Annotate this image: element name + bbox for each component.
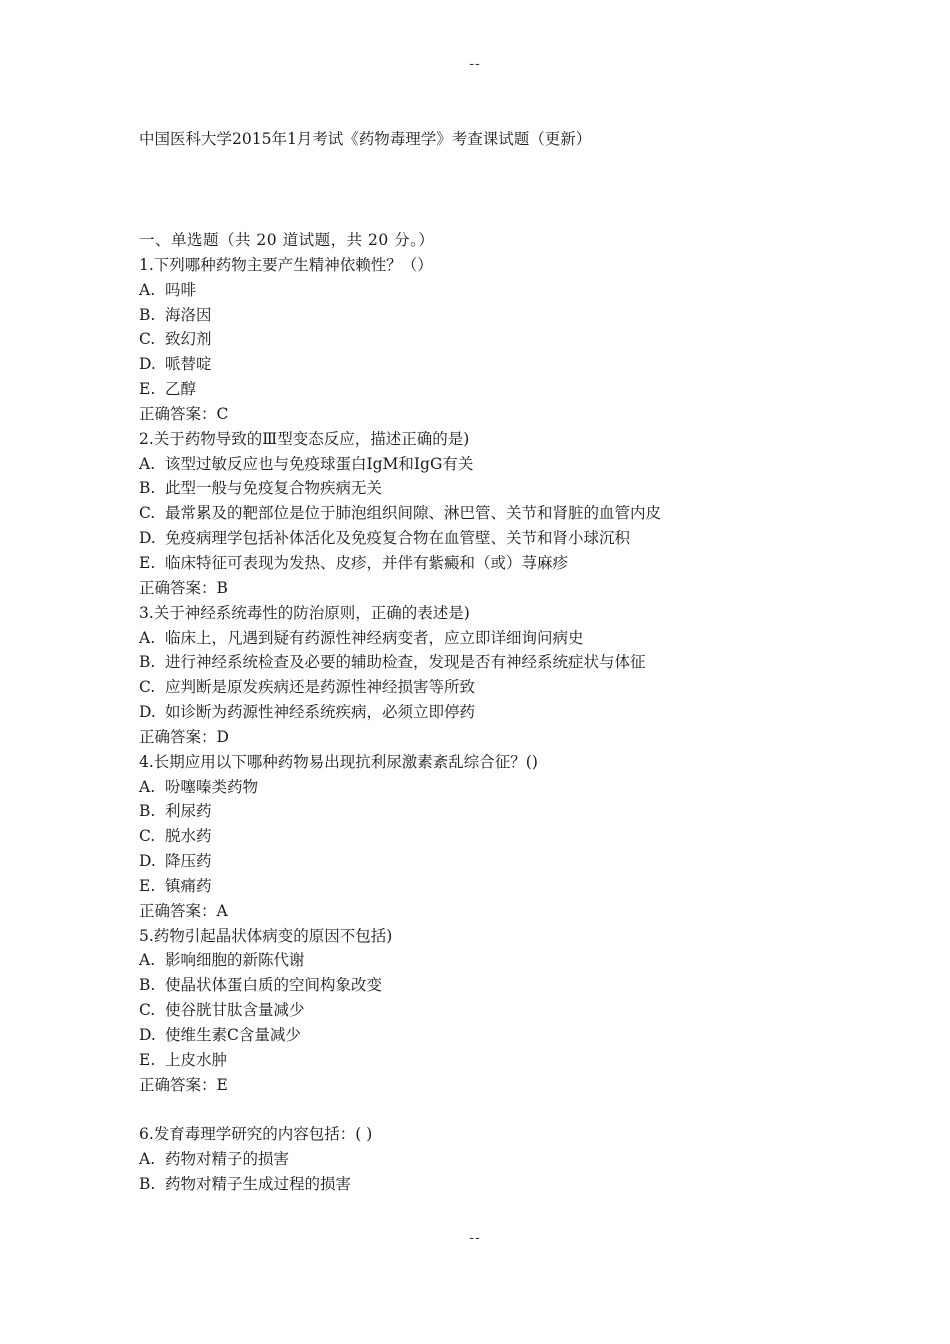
option	[139, 849, 859, 874]
option	[139, 1147, 859, 1172]
option	[139, 476, 859, 501]
option	[139, 799, 859, 824]
option-letter: B.	[139, 976, 156, 995]
option-letter: A.	[139, 777, 156, 796]
option	[139, 1023, 859, 1048]
question-stem: 4.长期应用以下哪种药物易出现抗利尿激素紊乱综合征？()	[139, 752, 538, 771]
option-text: 使晶状体蛋白质的空间构象改变	[165, 976, 383, 995]
option	[139, 948, 859, 973]
option-text: 如诊断为药源性神经系统疾病，必须立即停药	[165, 703, 476, 722]
option	[139, 278, 859, 303]
option-text: 上皮水肿	[165, 1050, 228, 1069]
option	[139, 1048, 859, 1073]
correct-answer: 正确答案：B	[139, 578, 228, 597]
option-letter: B.	[139, 305, 156, 324]
option	[139, 352, 859, 377]
option-letter: B.	[139, 1175, 156, 1194]
option	[139, 874, 859, 899]
page-footer-marker: --	[469, 1230, 481, 1246]
option	[139, 973, 859, 998]
option-text: 使维生素C含量减少	[165, 1026, 301, 1044]
option-letter: C.	[139, 678, 156, 697]
question-stem: 1.下列哪种药物主要产生精神依赖性？（）	[139, 255, 433, 274]
correct-answer: 正确答案：A	[139, 901, 228, 920]
question-list	[139, 228, 859, 1197]
option-text: 乙醇	[165, 380, 197, 399]
option-letter: A.	[139, 1150, 156, 1169]
section-heading: 一、单选题（共 20 道试题，共 20 分。）	[139, 231, 435, 249]
option-text: 哌替啶	[165, 355, 212, 374]
option-text: 镇痛药	[165, 876, 212, 895]
option-text: 此型一般与免疫复合物疾病无关	[165, 479, 383, 498]
option-text: 药物对精子生成过程的损害	[165, 1175, 352, 1194]
blank-line	[139, 1098, 859, 1123]
option-letter: C.	[139, 1001, 156, 1020]
option	[139, 526, 859, 551]
option	[139, 303, 859, 328]
option	[139, 675, 859, 700]
option	[139, 452, 859, 477]
option	[139, 650, 859, 675]
option	[139, 501, 859, 526]
option-text: 免疫病理学包括补体活化及免疫复合物在血管壁、关节和肾小球沉积	[165, 529, 631, 548]
option-letter: E.	[139, 876, 156, 895]
option-letter: A.	[139, 280, 156, 299]
option-letter: D.	[139, 1026, 156, 1044]
option-letter: D.	[139, 703, 156, 722]
option-letter: E.	[139, 380, 156, 399]
question-stem: 6.发育毒理学研究的内容包括：( )	[139, 1125, 373, 1144]
option-text: 海洛因	[165, 305, 212, 324]
option	[139, 377, 859, 402]
option-text: 脱水药	[165, 827, 212, 846]
option-letter: A.	[139, 951, 156, 970]
option-text: 利尿药	[165, 802, 212, 821]
option-text: 吩噻嗪类药物	[165, 777, 259, 796]
page-header-marker: --	[469, 56, 481, 72]
option-text: 致幻剂	[165, 330, 212, 349]
option	[139, 551, 859, 576]
option-letter: C.	[139, 504, 156, 523]
option-letter: D.	[139, 355, 156, 374]
option-letter: C.	[139, 827, 156, 846]
option	[139, 327, 859, 352]
option-text: 最常累及的靶部位是位于肺泡组织间隙、淋巴管、关节和肾脏的血管内皮	[165, 504, 662, 523]
option-text: 该型过敏反应也与免疫球蛋白IgM和IgG有关	[165, 454, 474, 473]
option-letter: C.	[139, 330, 156, 349]
option	[139, 775, 859, 800]
document-title: 中国医科大学2015年1月考试《药物毒理学》考查课试题（更新）	[139, 130, 592, 148]
option	[139, 1172, 859, 1197]
option-letter: B.	[139, 802, 156, 821]
option-letter: E.	[139, 1050, 156, 1069]
option-letter: A.	[139, 628, 156, 647]
option-text: 降压药	[165, 852, 212, 871]
option-text: 应判断是原发疾病还是药源性神经损害等所致	[165, 678, 476, 697]
option	[139, 824, 859, 849]
option-text: 药物对精子的损害	[165, 1150, 290, 1169]
option-letter: B.	[139, 479, 156, 498]
correct-answer: 正确答案：E	[139, 1075, 228, 1094]
question-stem: 2.关于药物导致的Ⅲ型变态反应，描述正确的是)	[139, 429, 470, 448]
option-text: 使谷胱甘肽含量减少	[165, 1001, 305, 1020]
option-letter: D.	[139, 529, 156, 548]
question-stem: 3.关于神经系统毒性的防治原则，正确的表述是)	[139, 603, 470, 622]
question-stem: 5.药物引起晶状体病变的原因不包括)	[139, 926, 393, 945]
option-text: 临床特征可表现为发热、皮疹，并伴有紫癜和（或）荨麻疹	[165, 553, 569, 572]
option-letter: D.	[139, 852, 156, 871]
option-text: 吗啡	[165, 280, 197, 299]
option-text: 影响细胞的新陈代谢	[165, 951, 305, 970]
option-letter: E.	[139, 553, 156, 572]
option	[139, 700, 859, 725]
option	[139, 998, 859, 1023]
option	[139, 626, 859, 651]
option-text: 临床上，凡遇到疑有药源性神经病变者，应立即详细询问病史	[165, 628, 584, 647]
option-letter: B.	[139, 653, 156, 672]
correct-answer: 正确答案：D	[139, 727, 229, 746]
option-text: 进行神经系统检查及必要的辅助检查，发现是否有神经系统症状与体征	[165, 653, 646, 672]
correct-answer: 正确答案：C	[139, 404, 229, 423]
option-letter: A.	[139, 454, 156, 473]
